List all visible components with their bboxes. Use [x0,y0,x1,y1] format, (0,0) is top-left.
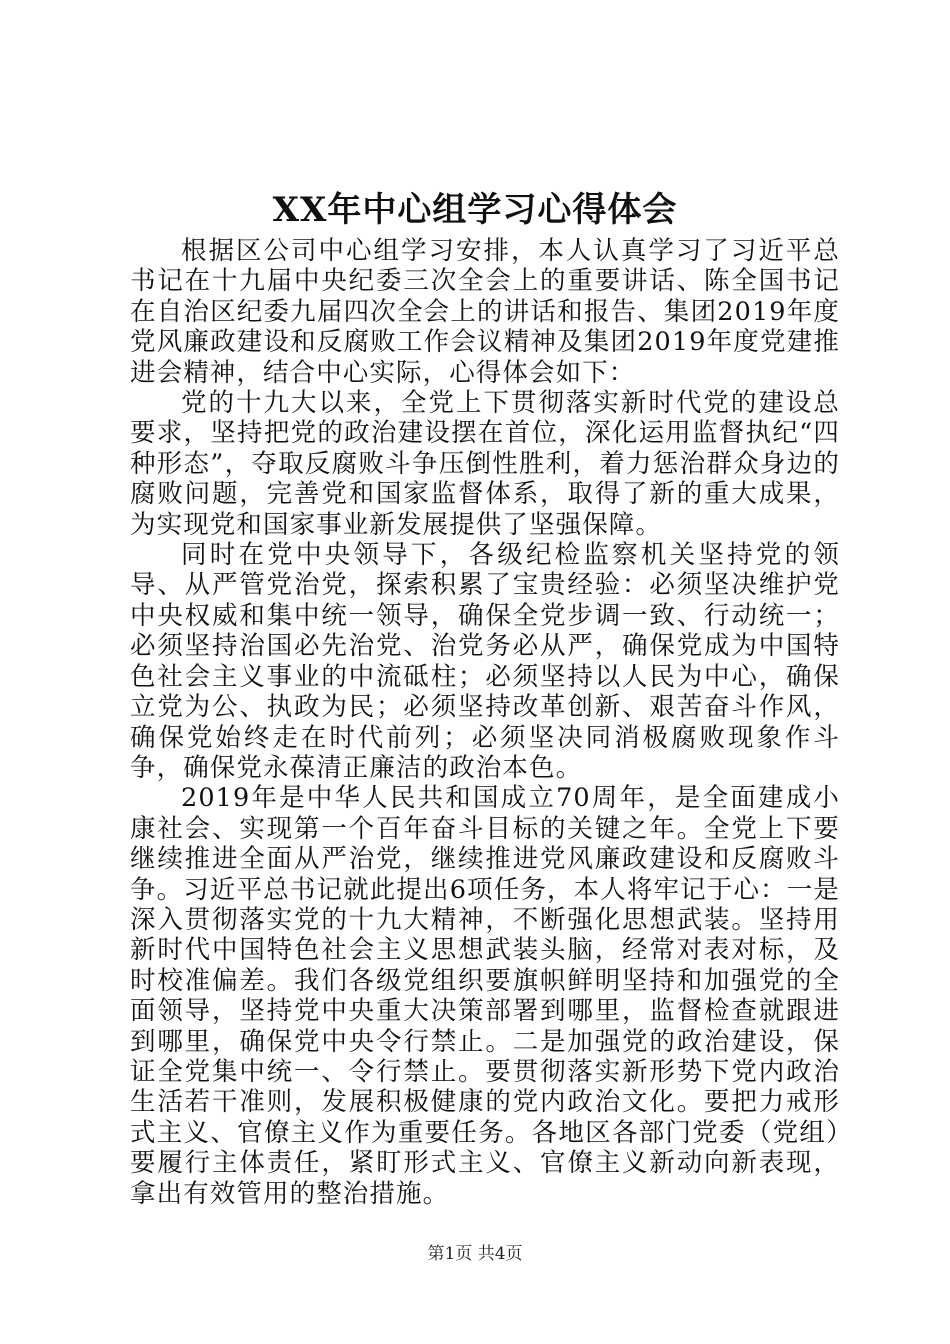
page-number: 第1页 共4页 [427,1244,523,1264]
paragraph-intro: 根据区公司中心组学习安排，本人认真学习了习近平总书记在十九届中央纪委三次全会上的重要讲话、陈全国书记在自治区纪委九届四次全会上的讲话和报告、集团2019年度党风廉政建设和反腐败工作会议精神及集团2019年度党建推进会精神，结合中心实际，心得体会如下： [130,236,840,388]
paragraph-achievements: 党的十九大以来，全党上下贯彻落实新时代党的建设总要求，坚持把党的政治建设摆在首位，深化运用监督执纪“四种形态”，夺取反腐败斗争压倒性胜利，着力惩治群众身边的腐败问题，完善党和国家监督体系，取得了新的重大成果，为实现党和国家事业新发展提供了坚强保障。 [130,388,840,540]
paragraph-experience: 同时在党中央领导下，各级纪检监察机关坚持党的领导、从严管党治党，探索积累了宝贵经验：必须坚决维护党中央权威和集中统一领导，确保全党步调一致、行动统一；必须坚持治国必先治党、治党务必从严，确保党成为中国特色社会主义事业的中流砥柱；必须坚持以人民为中心，确保立党为公、执政为民；必须坚持改革创新、艰苦奋斗作风，确保党始终走在时代前列；必须坚决同消极腐败现象作斗争，确保党永葆清正廉洁的政治本色。 [130,540,840,783]
document-title: XX年中心组学习心得体会 [272,190,678,230]
paragraph-tasks: 2019年是中华人民共和国成立70周年，是全面建成小康社会、实现第一个百年奋斗目标的关键之年。全党上下要继续推进全面从严治党，继续推进党风廉政建设和反腐败斗争。习近平总书记就此提出6项任务，本人将牢记于心：一是深入贯彻落实党的十九大精神，不断强化思想武装。坚持用新时代中国特色社会主义思想武装头脑，经常对表对标，及时校准偏差。我们各级党组织要旗帜鲜明坚持和加强党的全面领导，坚持党中央重大决策部署到哪里，监督检查就跟进到哪里，确保党中央令行禁止。二是加强党的政治建设，保证全党集中统一、令行禁止。要贯彻落实新形势下党内政治生活若干准则，发展积极健康的党内政治文化。要把力戒形式主义、官僚主义作为重要任务。各地区各部门党委（党组）要履行主体责任，紧盯形式主义、官僚主义新动向新表现，拿出有效管用的整治措施。 [130,783,840,1209]
document-body [130,236,840,1209]
